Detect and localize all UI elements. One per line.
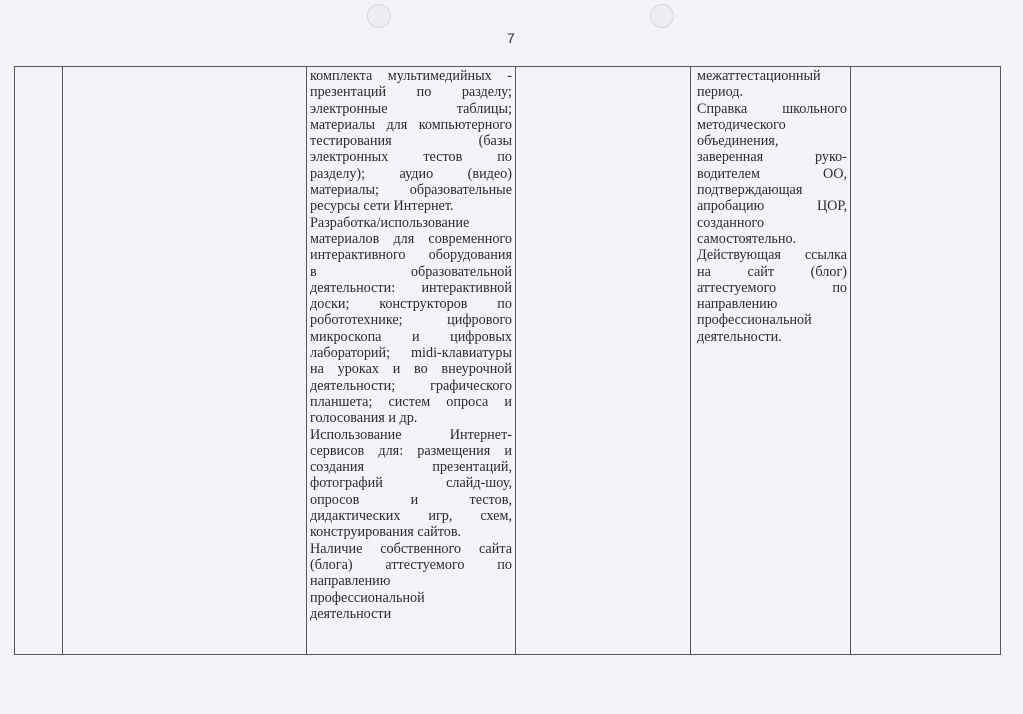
evidence-cell (697, 68, 847, 345)
text-line: деятельности: интерактивной (310, 279, 512, 296)
text-line: робототехнике; цифрового (310, 312, 512, 329)
text-line: сервисов для: размещения и (310, 442, 512, 459)
text-line: заверенная руко- (697, 149, 847, 166)
text-line: Использование Интернет- (310, 426, 512, 443)
text-line: самостоятельно. (697, 230, 797, 247)
text-line: водителем ОО, (697, 165, 847, 182)
text-line: голосования и др. (310, 410, 418, 427)
text-line: профессиональной (697, 312, 812, 329)
punch-hole-right (650, 4, 674, 28)
text-line: в образовательной (310, 263, 512, 280)
materials-cell (310, 68, 512, 622)
text-line: комплекта мультимедийных - (310, 68, 512, 84)
text-line: деятельности. (697, 328, 782, 345)
text-line: направлению (697, 296, 778, 313)
text-line: тестирования (базы (310, 133, 512, 150)
text-line: планшета; систем опроса и (310, 393, 512, 410)
text-line: Справка школьного (697, 100, 847, 117)
text-line: деятельности; графического (310, 377, 512, 394)
text-line: деятельности (310, 605, 392, 622)
text-line: аттестуемого по (697, 279, 847, 296)
text-line: дидактических игр, схем, (310, 508, 512, 525)
text-line: методического (697, 116, 786, 133)
text-line: интерактивного оборудования (310, 247, 512, 264)
text-line: доски; конструкторов по (310, 296, 512, 313)
text-line: Действующая ссылка (697, 247, 847, 264)
text-line: фотографий слайд-шоу, (310, 475, 512, 492)
text-line: лабораторий; midi-клавиатуры (310, 345, 512, 362)
text-line: Наличие собственного сайта (310, 540, 512, 557)
text-line: на сайт (блог) (697, 263, 847, 280)
text-line: период. (697, 84, 744, 101)
text-line: профессиональной (310, 589, 425, 606)
text-line: разделу); аудио (видео) (310, 165, 512, 182)
column-divider (690, 67, 691, 654)
column-divider (515, 67, 516, 654)
text-line: созданного (697, 214, 765, 231)
column-divider (850, 67, 851, 654)
text-line: материалов для современного (310, 230, 512, 247)
text-line: (блога) аттестуемого по (310, 556, 512, 573)
text-line: микроскопа и цифровых (310, 328, 512, 345)
punch-hole-left (367, 4, 391, 28)
text-line: материалы; образовательные (310, 182, 512, 199)
text-line: объединения, (697, 133, 779, 150)
text-line: подтверждающая (697, 182, 803, 199)
text-line: электронные таблицы; (310, 100, 512, 117)
text-line: материалы для компьютерного (310, 116, 512, 133)
text-line: апробацию ЦОР, (697, 198, 847, 215)
text-line: создания презентаций, (310, 459, 512, 476)
text-line: ресурсы сети Интернет. (310, 198, 454, 215)
text-line: на уроках и во внеурочной (310, 361, 512, 378)
column-divider (62, 67, 63, 654)
text-line: опросов и тестов, (310, 491, 512, 508)
text-line: направлению (310, 573, 391, 590)
text-line: презентаций по разделу; (310, 84, 512, 101)
page-number: 7 (507, 30, 515, 46)
text-line: Разработка/использование (310, 214, 470, 231)
criteria-table (14, 66, 1001, 655)
column-divider (306, 67, 307, 654)
text-line: конструирования сайтов. (310, 524, 462, 541)
text-line: электронных тестов по (310, 149, 512, 166)
text-line: межаттестационный (697, 68, 821, 84)
